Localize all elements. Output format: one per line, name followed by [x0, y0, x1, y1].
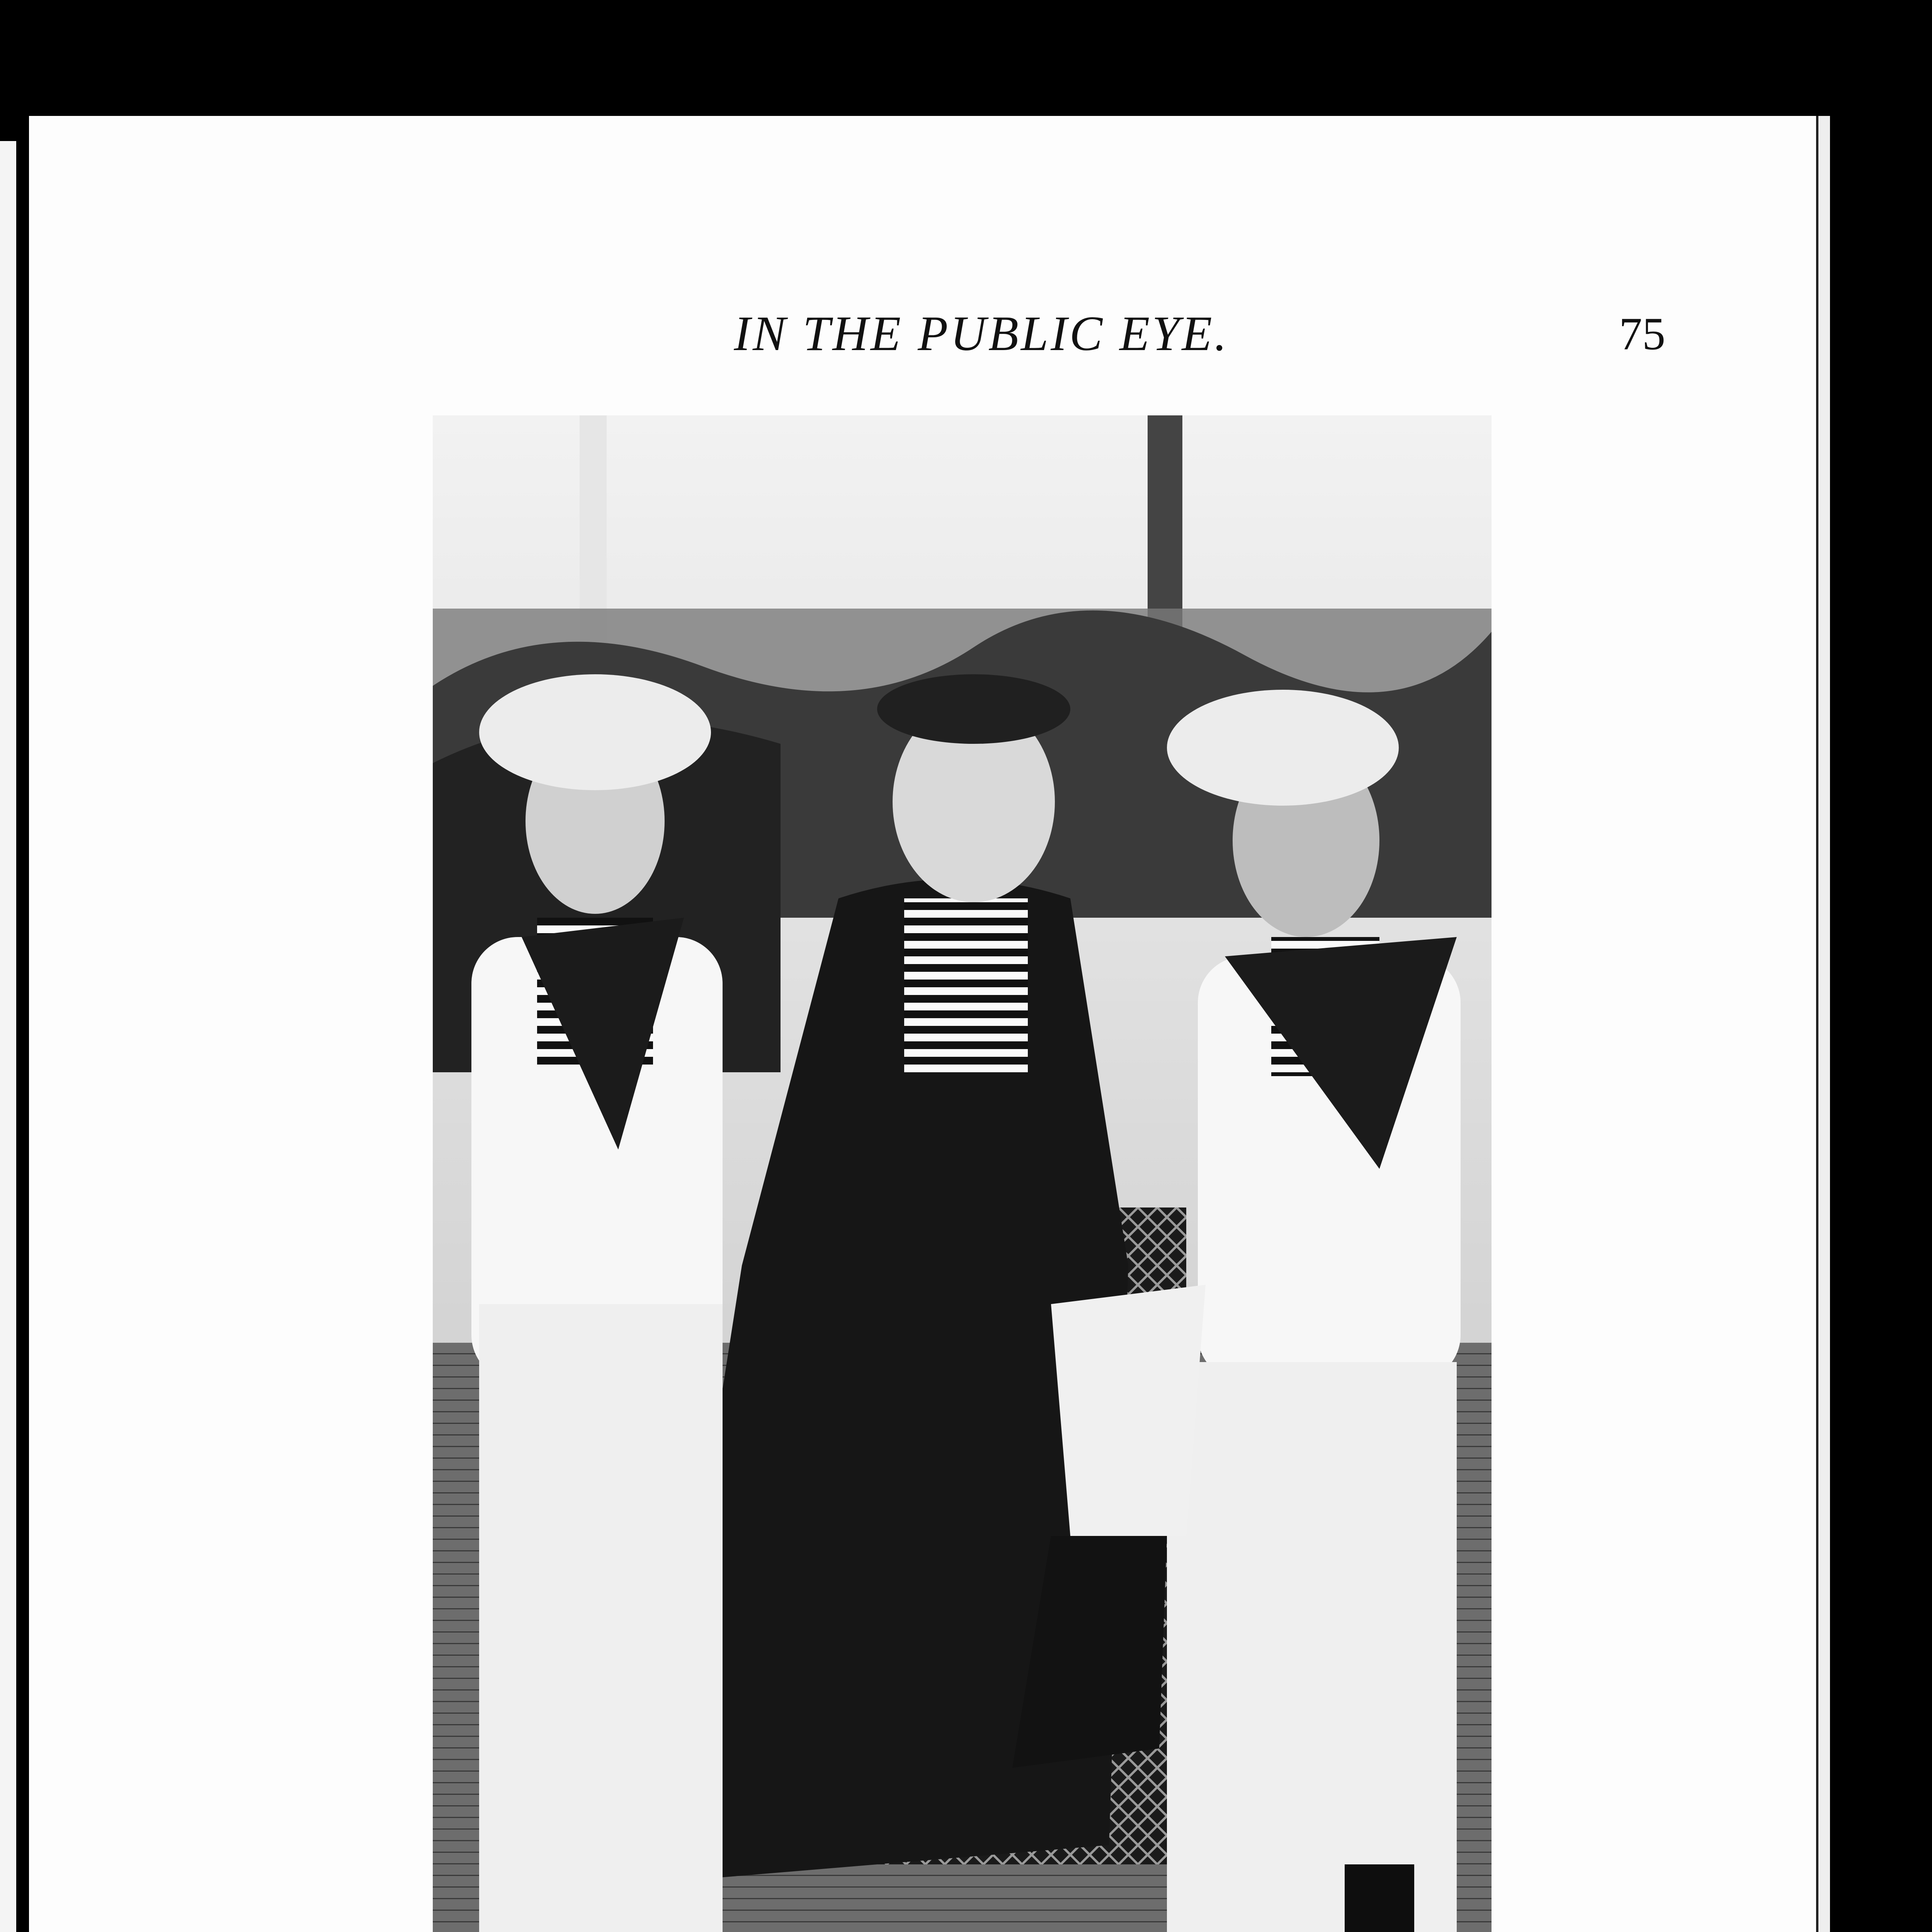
photograph-illustration: [433, 415, 1492, 1932]
running-head: IN THE PUBLIC EYE.: [734, 306, 1229, 361]
page-number: 75: [1619, 308, 1665, 359]
previous-page-edge: [0, 141, 16, 1932]
photograph-mother-and-two-boys: [433, 415, 1492, 1932]
page-right-edge: [1816, 116, 1830, 1932]
